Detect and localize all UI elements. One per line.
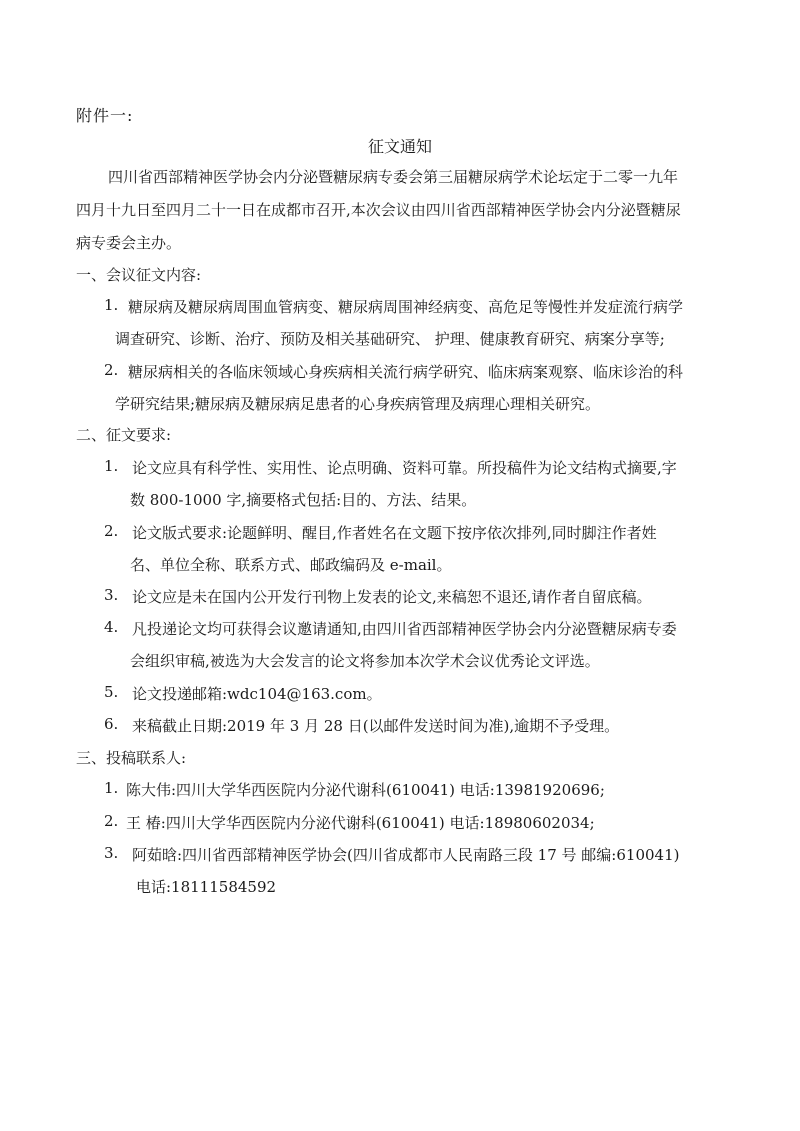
list-item-text: 论文版式要求:论题鲜明、醒目,作者姓名在文题下按序依次排列,同时脚注作者姓 — [132, 524, 657, 542]
list-item-text: 来稿截止日期:2019 年 3 月 28 日(以邮件发送时间为准),逾期不予受理。 — [132, 717, 620, 735]
list-item-text: 糖尿病及糖尿病周围血管病变、糖尿病周围神经病变、高危足等慢性并发症流行病学 — [128, 298, 684, 316]
list-item-text: 论文投递邮箱:wdc104@163.com。 — [132, 685, 382, 703]
list-item-text: 数 800-1000 字,摘要格式包括:目的、方法、结果。 — [130, 491, 477, 509]
intro-line: 四月十九日至四月二十一日在成都市召开,本次会议由四川省西部精神医学协会内分泌暨糖尿 — [76, 201, 681, 219]
intro-line: 病专委会主办。 — [76, 234, 182, 252]
list-item-number: 5. — [104, 683, 119, 701]
attachment-label: 附件一: — [76, 106, 134, 125]
section-heading: 一、会议征文内容: — [76, 266, 202, 284]
list-item-number: 1. — [104, 779, 119, 797]
contact-text: 阿茹晗:四川省西部精神医学协会(四川省成都市人民南路三段 17 号 邮编:610041) — [132, 846, 680, 864]
list-item-number: 1. — [104, 457, 119, 475]
list-item-number: 3. — [104, 844, 119, 862]
section-heading: 三、投稿联系人: — [76, 749, 187, 767]
page-title: 征文通知 — [367, 137, 432, 156]
list-item-text: 会组织审稿,被选为大会发言的论文将参加本次学术会议优秀论文评选。 — [130, 652, 600, 670]
list-item-text: 凡投递论文均可获得会议邀请通知,由四川省西部精神医学协会内分泌暨糖尿病专委 — [132, 620, 677, 638]
list-item-text: 论文应是未在国内公开发行刊物上发表的论文,来稿恕不退还,请作者自留底稿。 — [132, 588, 652, 606]
list-item-text: 论文应具有科学性、实用性、论点明确、资料可靠。所投稿件为论文结构式摘要,字 — [132, 459, 677, 477]
list-item-number: 2. — [104, 361, 119, 379]
list-item-text: 学研究结果;糖尿病及糖尿病足患者的心身疾病管理及病理心理相关研究。 — [115, 395, 601, 413]
intro-line: 四川省西部精神医学协会内分泌暨糖尿病专委会第三届糖尿病学术论坛定于二零一九年 — [108, 168, 679, 186]
contact-phone: 电话:18111584592 — [136, 878, 277, 896]
contact-text: 陈大伟:四川大学华西医院内分泌代谢科(610041) 电话:13981920696; — [126, 781, 605, 799]
section-heading: 二、征文要求: — [76, 426, 172, 444]
list-item-text: 调查研究、诊断、治疗、预防及相关基础研究、 护理、健康教育研究、病案分享等; — [115, 330, 665, 348]
list-item-number: 2. — [104, 812, 119, 830]
list-item-text: 名、单位全称、联系方式、邮政编码及 e-mail。 — [130, 556, 452, 574]
contact-text: 王 椿:四川大学华西医院内分泌代谢科(610041) 电话:18980602034; — [126, 814, 595, 832]
list-item-number: 2. — [104, 522, 119, 540]
list-item-number: 6. — [104, 715, 119, 733]
list-item-number: 1. — [104, 296, 119, 314]
list-item-number: 3. — [104, 586, 119, 604]
list-item-text: 糖尿病相关的各临床领域心身疾病相关流行病学研究、临床病案观察、临床诊治的科 — [128, 363, 684, 381]
list-item-number: 4. — [104, 618, 119, 636]
